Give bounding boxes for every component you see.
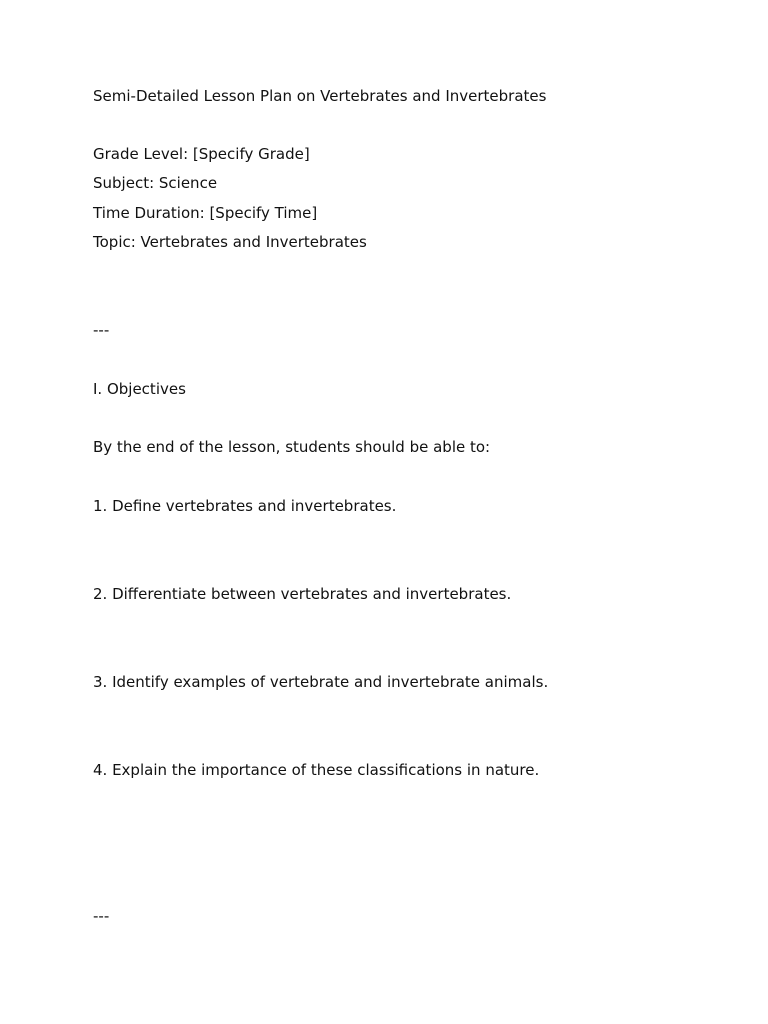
section-heading-objectives: I. Objectives: [93, 380, 186, 398]
separator-1: ---: [93, 321, 110, 339]
separator-2: ---: [93, 907, 110, 925]
objective-item: 3. Identify examples of vertebrate and invertebrate animals.: [93, 673, 549, 691]
objective-item: 2. Differentiate between vertebrates and invertebrates.: [93, 585, 512, 603]
topic-text: Topic: Vertebrates and Invertebrates: [93, 233, 367, 251]
objectives-intro: By the end of the lesson, students should be able to:: [93, 438, 491, 456]
objective-item: 1. Define vertebrates and invertebrates.: [93, 497, 397, 515]
grade-level-text: Grade Level: [Specify Grade]: [93, 145, 310, 163]
objective-item: 4. Explain the importance of these classifications in nature.: [93, 761, 540, 779]
time-duration-text: Time Duration: [Specify Time]: [93, 204, 318, 222]
subject-text: Subject: Science: [93, 174, 218, 192]
document-title: Semi-Detailed Lesson Plan on Vertebrates and Invertebrates: [93, 87, 547, 105]
